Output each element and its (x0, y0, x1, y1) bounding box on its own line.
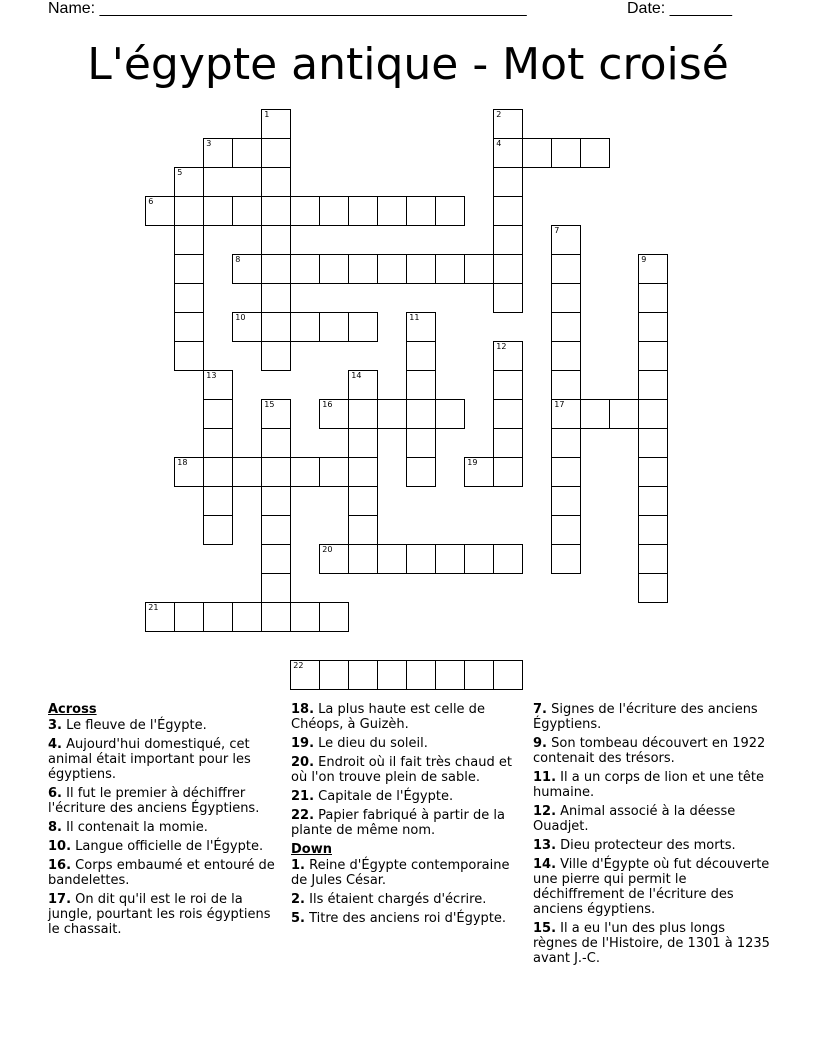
clue-item-text: Capitale de l'Égypte. (314, 789, 454, 804)
clue-item-number: 18. (291, 702, 315, 717)
grid-cell[interactable] (493, 341, 523, 371)
grid-cell[interactable] (638, 341, 668, 371)
clue-number: 2 (496, 110, 502, 120)
grid-cell[interactable] (319, 544, 349, 574)
grid-cell[interactable] (261, 109, 291, 139)
clue-item-number: 14. (533, 857, 557, 872)
clue-item-number: 21. (291, 789, 315, 804)
grid-cell[interactable] (145, 602, 175, 632)
grid-cell[interactable] (261, 428, 291, 458)
clue-item (291, 702, 519, 732)
clue-item (291, 911, 519, 926)
grid-cell[interactable] (493, 457, 523, 487)
grid-cell[interactable] (203, 486, 233, 516)
clue-item (533, 736, 773, 766)
grid-cell[interactable] (174, 225, 204, 255)
grid-cell[interactable] (406, 341, 436, 371)
grid-cell[interactable] (348, 457, 378, 487)
grid-cell[interactable] (290, 660, 320, 690)
clue-item-text: Ville d'Égypte où fut découverte une pierre qui permit le déchiffrement de l'écriture des anciens égyptiens. (533, 857, 770, 917)
grid-cell[interactable] (464, 544, 494, 574)
grid-cell[interactable] (435, 254, 465, 284)
grid-cell[interactable] (174, 254, 204, 284)
grid-cell[interactable] (551, 138, 581, 168)
grid-cell[interactable] (348, 428, 378, 458)
clue-item-text: Dieu protecteur des morts. (556, 838, 736, 853)
grid-cell[interactable] (348, 399, 378, 429)
clue-item-number: 15. (533, 921, 557, 936)
grid-cell[interactable] (348, 660, 378, 690)
grid-cell[interactable] (464, 457, 494, 487)
grid-cell[interactable] (522, 138, 552, 168)
down-heading: Down (291, 842, 332, 857)
clue-item-text: Animal associé à la déesse Ouadjet. (533, 804, 736, 834)
grid-cell[interactable] (435, 660, 465, 690)
grid-cell[interactable] (493, 544, 523, 574)
grid-cell[interactable] (261, 341, 291, 371)
clue-number: 8 (235, 255, 241, 265)
grid-cell[interactable] (638, 312, 668, 342)
clue-item-number: 7. (533, 702, 547, 717)
grid-cell[interactable] (261, 254, 291, 284)
clue-item-number: 4. (48, 737, 62, 752)
clue-item (48, 820, 276, 835)
grid-cell[interactable] (290, 602, 320, 632)
grid-cell[interactable] (493, 225, 523, 255)
grid-cell[interactable] (493, 138, 523, 168)
clue-number: 17 (554, 400, 565, 410)
grid-cell[interactable] (232, 312, 262, 342)
clue-item-text: Il fut le premier à déchiffrer l'écriture des anciens Égyptiens. (48, 786, 260, 816)
grid-cell[interactable] (174, 167, 204, 197)
grid-cell[interactable] (406, 457, 436, 487)
grid-cell[interactable] (174, 341, 204, 371)
grid-cell[interactable] (319, 312, 349, 342)
grid-cell[interactable] (551, 225, 581, 255)
grid-cell[interactable] (290, 457, 320, 487)
clue-number: 4 (496, 139, 502, 149)
grid-cell[interactable] (435, 196, 465, 226)
clue-item-text: Ils étaient chargés d'écrire. (304, 892, 487, 907)
clue-item (291, 858, 519, 888)
grid-cell[interactable] (493, 283, 523, 313)
clue-item (48, 786, 276, 816)
grid-cell[interactable] (319, 399, 349, 429)
clue-item (48, 858, 276, 888)
grid-cell[interactable] (348, 486, 378, 516)
grid-cell[interactable] (261, 515, 291, 545)
clue-number: 7 (554, 226, 560, 236)
clue-item-number: 1. (291, 858, 305, 873)
grid-cell[interactable] (551, 544, 581, 574)
clues-column-3 (533, 702, 773, 970)
grid-cell[interactable] (493, 254, 523, 284)
grid-cell[interactable] (377, 254, 407, 284)
grid-cell[interactable] (377, 399, 407, 429)
clue-item-number: 6. (48, 786, 62, 801)
grid-cell[interactable] (406, 544, 436, 574)
clue-item-number: 8. (48, 820, 62, 835)
across-clue-list (48, 718, 276, 937)
grid-cell[interactable] (435, 544, 465, 574)
clue-number: 14 (351, 371, 362, 381)
grid-cell[interactable] (493, 167, 523, 197)
page-title: L'égypte antique - Mot croisé (87, 39, 729, 90)
clue-item-text: Reine d'Égypte contemporaine de Jules César. (291, 858, 510, 888)
grid-cell[interactable] (348, 312, 378, 342)
across-heading: Across (48, 702, 97, 717)
grid-cell[interactable] (203, 138, 233, 168)
clue-item (533, 804, 773, 834)
grid-cell[interactable] (406, 428, 436, 458)
grid-cell[interactable] (232, 602, 262, 632)
grid-cell[interactable] (174, 196, 204, 226)
grid-cell[interactable] (638, 457, 668, 487)
grid-cell[interactable] (638, 283, 668, 313)
grid-cell[interactable] (464, 254, 494, 284)
grid-cell[interactable] (493, 428, 523, 458)
grid-cell[interactable] (551, 370, 581, 400)
clue-item-text: Son tombeau découvert en 1922 contenait des trésors. (533, 736, 766, 766)
grid-cell[interactable] (232, 254, 262, 284)
grid-cell[interactable] (232, 457, 262, 487)
grid-cell[interactable] (551, 312, 581, 342)
clue-item-number: 2. (291, 892, 305, 907)
grid-cell[interactable] (638, 370, 668, 400)
grid-cell[interactable] (580, 138, 610, 168)
grid-cell[interactable] (174, 602, 204, 632)
clue-item-number: 11. (533, 770, 557, 785)
clue-item-text: Endroit où il fait très chaud et où l'on trouve plein de sable. (291, 755, 512, 785)
grid-cell[interactable] (203, 428, 233, 458)
name-field-label: Name: ________________________________________________ (48, 0, 527, 17)
clue-number: 20 (322, 545, 333, 555)
clue-number: 21 (148, 603, 159, 613)
clue-item-text: Corps embaumé et entouré de bandelettes. (48, 858, 275, 888)
grid-cell[interactable] (551, 486, 581, 516)
grid-cell[interactable] (435, 399, 465, 429)
clue-item (533, 770, 773, 800)
clue-number: 1 (264, 110, 270, 120)
grid-cell[interactable] (174, 457, 204, 487)
grid-cell[interactable] (232, 196, 262, 226)
grid-cell[interactable] (261, 283, 291, 313)
grid-cell[interactable] (406, 196, 436, 226)
grid-cell[interactable] (261, 196, 291, 226)
clue-item-text: Le fleuve de l'Égypte. (61, 718, 207, 733)
clue-item-text: Il a un corps de lion et une tête humaine. (533, 770, 765, 800)
clue-item-number: 22. (291, 808, 315, 823)
clue-item (291, 789, 519, 804)
grid-cell[interactable] (638, 254, 668, 284)
grid-cell[interactable] (638, 573, 668, 603)
grid-cell[interactable] (493, 399, 523, 429)
clue-item (48, 892, 276, 937)
grid-cell[interactable] (261, 399, 291, 429)
grid-cell[interactable] (232, 138, 262, 168)
grid-cell[interactable] (406, 370, 436, 400)
grid-cell[interactable] (377, 544, 407, 574)
clue-number: 3 (206, 139, 212, 149)
clue-item-text: Il contenait la momie. (61, 820, 208, 835)
clue-item-text: Le dieu du soleil. (314, 736, 428, 751)
clue-item-number: 5. (291, 911, 305, 926)
clue-item (48, 737, 276, 782)
clue-item-text: La plus haute est celle de Chéops, à Guizèh. (291, 702, 485, 732)
grid-cell[interactable] (319, 602, 349, 632)
clue-item-number: 20. (291, 755, 315, 770)
clue-number: 15 (264, 400, 275, 410)
clue-item-number: 19. (291, 736, 315, 751)
grid-cell[interactable] (551, 341, 581, 371)
clue-item (48, 839, 276, 854)
grid-cell[interactable] (638, 544, 668, 574)
grid-cell[interactable] (638, 399, 668, 429)
clue-item (533, 838, 773, 853)
grid-cell[interactable] (261, 167, 291, 197)
grid-cell[interactable] (203, 399, 233, 429)
grid-cell[interactable] (493, 370, 523, 400)
clue-item-number: 13. (533, 838, 557, 853)
grid-cell[interactable] (609, 399, 639, 429)
grid-cell[interactable] (319, 457, 349, 487)
clue-item (291, 736, 519, 751)
grid-cell[interactable] (203, 602, 233, 632)
clue-item-number: 12. (533, 804, 557, 819)
grid-cell[interactable] (261, 312, 291, 342)
clue-item-text: Il a eu l'un des plus longs règnes de l'Histoire, de 1301 à 1235 avant J.-C. (533, 921, 770, 966)
clue-item-text: On dit qu'il est le roi de la jungle, pourtant les rois égyptiens le chassait. (48, 892, 271, 937)
grid-cell[interactable] (261, 544, 291, 574)
clue-number: 10 (235, 313, 246, 323)
grid-cell[interactable] (348, 196, 378, 226)
grid-cell[interactable] (377, 660, 407, 690)
grid-cell[interactable] (145, 196, 175, 226)
grid-cell[interactable] (261, 486, 291, 516)
grid-cell[interactable] (406, 312, 436, 342)
grid-cell[interactable] (464, 660, 494, 690)
grid-cell[interactable] (348, 544, 378, 574)
clue-item-text: Langue officielle de l'Égypte. (71, 839, 264, 854)
clue-item-number: 16. (48, 858, 72, 873)
grid-cell[interactable] (290, 254, 320, 284)
clue-item (48, 718, 276, 733)
grid-cell[interactable] (551, 428, 581, 458)
grid-cell[interactable] (174, 283, 204, 313)
clue-number: 6 (148, 197, 154, 207)
grid-cell[interactable] (638, 428, 668, 458)
down-clue-list-continued (533, 702, 773, 966)
grid-cell[interactable] (406, 399, 436, 429)
date-field-label: Date: _______ (627, 0, 732, 17)
grid-cell[interactable] (580, 399, 610, 429)
grid-cell[interactable] (551, 515, 581, 545)
grid-cell[interactable] (203, 515, 233, 545)
clue-item-number: 17. (48, 892, 72, 907)
across-clue-list-continued (291, 702, 519, 838)
down-clue-list (291, 858, 519, 926)
clues-column-2 (291, 702, 519, 930)
grid-cell[interactable] (493, 109, 523, 139)
clue-item (533, 857, 773, 917)
grid-cell[interactable] (261, 138, 291, 168)
grid-cell[interactable] (290, 312, 320, 342)
clue-number: 16 (322, 400, 333, 410)
grid-cell[interactable] (203, 370, 233, 400)
clues-column-1 (48, 702, 276, 941)
grid-cell[interactable] (493, 660, 523, 690)
clue-item-text: Aujourd'hui domestiqué, cet animal était important pour les égyptiens. (48, 737, 251, 782)
grid-cell[interactable] (551, 283, 581, 313)
clue-item-number: 10. (48, 839, 72, 854)
grid-cell[interactable] (261, 602, 291, 632)
clue-number: 5 (177, 168, 183, 178)
grid-cell[interactable] (290, 196, 320, 226)
grid-cell[interactable] (261, 573, 291, 603)
grid-cell[interactable] (551, 254, 581, 284)
clue-item (533, 921, 773, 966)
grid-cell[interactable] (406, 660, 436, 690)
clue-item-number: 3. (48, 718, 62, 733)
grid-cell[interactable] (203, 196, 233, 226)
clue-number: 11 (409, 313, 420, 323)
grid-cell[interactable] (174, 312, 204, 342)
clue-item-text: Titre des anciens roi d'Égypte. (304, 911, 507, 926)
grid-cell[interactable] (319, 196, 349, 226)
clue-item (533, 702, 773, 732)
clue-item-number: 9. (533, 736, 547, 751)
clue-item-text: Signes de l'écriture des anciens Égyptiens. (533, 702, 758, 732)
clue-item (291, 755, 519, 785)
grid-cell[interactable] (261, 457, 291, 487)
grid-cell[interactable] (551, 457, 581, 487)
clue-number: 13 (206, 371, 217, 381)
clue-number: 12 (496, 342, 507, 352)
grid-cell[interactable] (348, 254, 378, 284)
grid-cell[interactable] (551, 399, 581, 429)
grid-cell[interactable] (638, 486, 668, 516)
grid-cell[interactable] (319, 660, 349, 690)
grid-cell[interactable] (348, 515, 378, 545)
grid-cell[interactable] (406, 254, 436, 284)
grid-cell[interactable] (319, 254, 349, 284)
grid-cell[interactable] (348, 370, 378, 400)
clue-number: 19 (467, 458, 478, 468)
grid-cell[interactable] (203, 457, 233, 487)
clue-number: 22 (293, 661, 304, 671)
grid-cell[interactable] (261, 225, 291, 255)
clue-item (291, 892, 519, 907)
grid-cell[interactable] (377, 196, 407, 226)
grid-cell[interactable] (638, 515, 668, 545)
clue-number: 18 (177, 458, 188, 468)
clue-item (291, 808, 519, 838)
clue-number: 9 (641, 255, 647, 265)
grid-cell[interactable] (493, 196, 523, 226)
clue-item-text: Papier fabriqué à partir de la plante de même nom. (291, 808, 505, 838)
